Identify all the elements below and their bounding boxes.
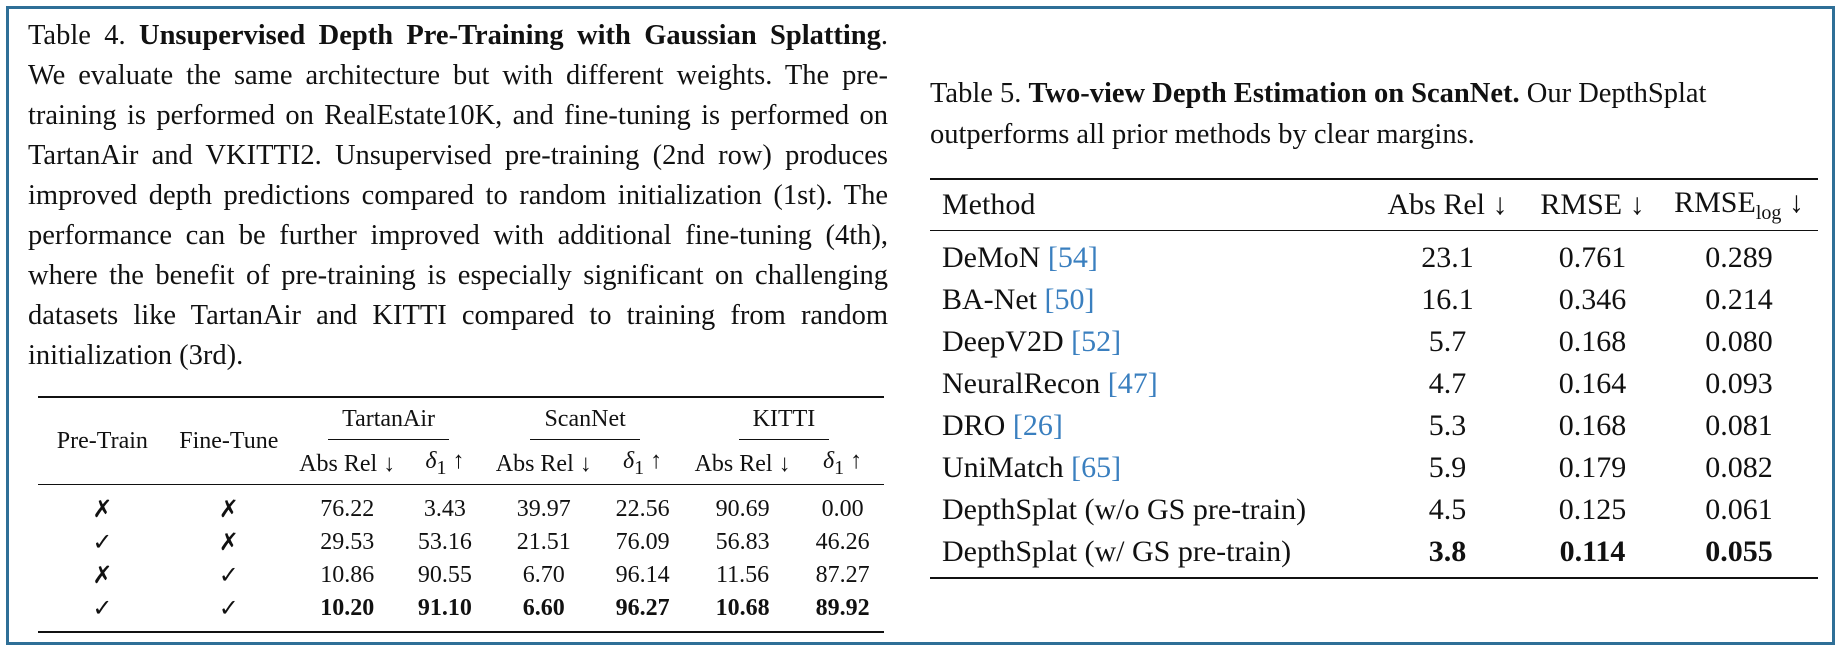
method-name: DepthSplat (w/o GS pre-train)	[942, 493, 1307, 526]
table-cell: 96.14	[615, 562, 670, 588]
table4-subheader-absrel: Abs Rel ↓	[694, 450, 791, 477]
method-cell	[930, 321, 1370, 363]
table-row	[930, 231, 1818, 280]
method-name: DRO	[942, 409, 1006, 442]
table-cell: 0.179	[1558, 451, 1627, 484]
table-cell: 5.9	[1428, 451, 1467, 484]
table-cell: 6.60	[522, 595, 565, 621]
table-cell: 16.1	[1421, 283, 1474, 316]
method-name: NeuralRecon	[942, 367, 1101, 400]
table-cell: 96.27	[615, 595, 670, 621]
table5-caption-label: Table 5.	[930, 78, 1022, 109]
check-mark-icon: ✓	[218, 563, 239, 589]
delta-symbol: δ	[425, 448, 437, 475]
table-cell: 46.26	[815, 529, 870, 555]
table-cell: 4.7	[1428, 367, 1467, 400]
table-cell: 90.69	[715, 496, 770, 522]
table-cell: 0.080	[1705, 325, 1773, 358]
table-cell: 0.164	[1558, 367, 1627, 400]
table4-subheader-absrel: Abs Rel ↓	[299, 450, 396, 477]
table-cell: 0.061	[1705, 493, 1773, 526]
table-cell: 89.92	[815, 595, 870, 621]
citation-link[interactable]: [65]	[1071, 451, 1122, 484]
table-cell: 0.055	[1660, 531, 1818, 578]
table4-subheader-delta	[601, 444, 684, 485]
table4-subheader-delta	[404, 444, 487, 485]
table-row	[930, 405, 1818, 447]
table-row	[38, 559, 884, 592]
check-mark-icon: ✓	[92, 596, 113, 622]
method-name: DeMoN	[942, 241, 1041, 274]
citation-link[interactable]: [47]	[1107, 367, 1158, 400]
method-cell	[930, 405, 1370, 447]
table-cell: 90.55	[417, 562, 472, 588]
table4-caption	[28, 16, 888, 376]
table-cell: 0.082	[1705, 451, 1773, 484]
method-cell	[930, 363, 1370, 405]
table-cell: 22.56	[615, 496, 670, 522]
up-arrow-icon: ↑	[452, 448, 465, 475]
up-arrow-icon: ↑	[650, 448, 663, 475]
table-cell: 5.3	[1428, 409, 1467, 442]
table-cell: 0.00	[821, 496, 864, 522]
table-cell: 0.081	[1705, 409, 1773, 442]
table-cell: 0.214	[1705, 283, 1773, 316]
cross-mark-icon: ✗	[218, 530, 239, 556]
up-arrow-icon: ↑	[850, 448, 863, 475]
table5-header-rmselog	[1660, 179, 1818, 231]
table4-group-header	[486, 397, 684, 444]
table-cell: 10.68	[715, 595, 770, 621]
table-cell: 91.10	[417, 595, 472, 621]
table-cell: 0.761	[1558, 241, 1627, 274]
table4-caption-title: Unsupervised Depth Pre-Training with Gaussian Splatting	[138, 20, 881, 51]
method-name: DepthSplat (w/ GS pre-train)	[942, 535, 1292, 568]
table5-header-rmse: RMSE ↓	[1525, 179, 1660, 231]
table-cell: 56.83	[715, 529, 770, 555]
method-cell	[930, 489, 1370, 531]
table-row	[38, 526, 884, 559]
table-cell: 6.70	[522, 562, 565, 588]
table-cell: 21.51	[516, 529, 571, 555]
rmselog-sub: log	[1755, 201, 1782, 224]
table-cell: 5.7	[1428, 325, 1467, 358]
table-row	[930, 363, 1818, 405]
method-name: BA-Net	[942, 283, 1037, 316]
table-cell: 76.22	[320, 496, 375, 522]
table5-header-absrel: Abs Rel ↓	[1370, 179, 1525, 231]
method-cell	[930, 531, 1370, 578]
table-cell: 3.43	[423, 496, 466, 522]
table-cell: 0.289	[1705, 241, 1773, 274]
delta-index: 1	[634, 456, 645, 479]
check-mark-icon: ✓	[92, 530, 113, 556]
table-row	[930, 447, 1818, 489]
table-cell: 4.5	[1428, 493, 1467, 526]
cross-mark-icon: ✗	[92, 497, 113, 523]
check-mark-icon: ✓	[218, 596, 239, 622]
table-cell: 0.346	[1558, 283, 1627, 316]
table4-subheader-absrel: Abs Rel ↓	[495, 450, 592, 477]
table-row	[930, 531, 1818, 578]
table4-header-pretrain: Pre-Train	[38, 397, 167, 485]
table-cell: 23.1	[1421, 241, 1474, 274]
method-name: DeepV2D	[942, 325, 1064, 358]
table-cell: 0.168	[1558, 325, 1627, 358]
table-row	[930, 489, 1818, 531]
delta-symbol: δ	[823, 448, 835, 475]
method-cell	[930, 279, 1370, 321]
table5-caption-body: Our DepthSplat outperforms all prior methods by clear margins.	[930, 78, 1707, 150]
table-cell: 10.86	[320, 562, 375, 588]
table-cell: 0.125	[1558, 493, 1627, 526]
delta-index: 1	[834, 456, 845, 479]
table4-block	[28, 16, 889, 622]
table4-group-tartanair: TartanAir	[328, 406, 449, 440]
table4-header-finetune: Fine-Tune	[167, 397, 291, 485]
method-name: UniMatch	[942, 451, 1064, 484]
table4-group-scannet: ScanNet	[530, 406, 639, 440]
table5-block	[930, 73, 1818, 568]
table-cell: 0.114	[1525, 531, 1660, 578]
table4-group-header	[291, 397, 486, 444]
citation-link[interactable]: [52]	[1071, 325, 1122, 358]
table-row	[930, 279, 1818, 321]
method-cell	[930, 231, 1370, 280]
table4	[38, 396, 884, 633]
table5	[930, 178, 1818, 579]
table4-caption-body: . We evaluate the same architecture but with different weights. The pre-training is performed on RealEstate10K, and fine-tuning is performed on TartanAir and VKITTI2. Unsupervised pre-training (2nd row) produces improved depth predictions compared to random initialization (1st). The performance can be further improved with additional fine-tuning (4th), where the benefit of pre-training is especially significant on challenging datasets like TartanAir and KITTI compared to training from random initialization (3rd).	[28, 20, 889, 371]
table-row	[38, 592, 884, 632]
table5-caption-title: Two-view Depth Estimation on ScanNet.	[1028, 78, 1520, 109]
citation-link[interactable]: [54]	[1047, 241, 1098, 274]
citation-link[interactable]: [26]	[1012, 409, 1063, 442]
table-cell: 29.53	[320, 529, 375, 555]
delta-symbol: δ	[623, 448, 635, 475]
rmselog-label: RMSE	[1674, 185, 1756, 219]
table-cell: 11.56	[716, 562, 770, 588]
table4-caption-label: Table 4.	[28, 20, 126, 51]
table5-caption	[930, 73, 1818, 155]
cross-mark-icon: ✗	[92, 563, 113, 589]
table4-group-header	[684, 397, 884, 444]
table-cell: 39.97	[516, 496, 571, 522]
table-cell: 76.09	[615, 529, 670, 555]
table-cell: 10.20	[320, 595, 375, 621]
citation-link[interactable]: [50]	[1044, 283, 1095, 316]
table4-group-kitti: KITTI	[739, 406, 830, 440]
table5-header-method: Method	[930, 179, 1370, 231]
table-cell: 0.168	[1558, 409, 1627, 442]
table-cell: 87.27	[815, 562, 870, 588]
table-cell: 3.8	[1370, 531, 1525, 578]
table-cell: 0.093	[1705, 367, 1773, 400]
table-cell: 53.16	[417, 529, 472, 555]
cross-mark-icon: ✗	[218, 497, 239, 523]
table-row	[38, 485, 884, 527]
table-row	[930, 321, 1818, 363]
delta-index: 1	[436, 456, 447, 479]
table4-subheader-delta	[801, 444, 884, 485]
method-cell	[930, 447, 1370, 489]
down-arrow-icon: ↓	[1788, 185, 1804, 219]
